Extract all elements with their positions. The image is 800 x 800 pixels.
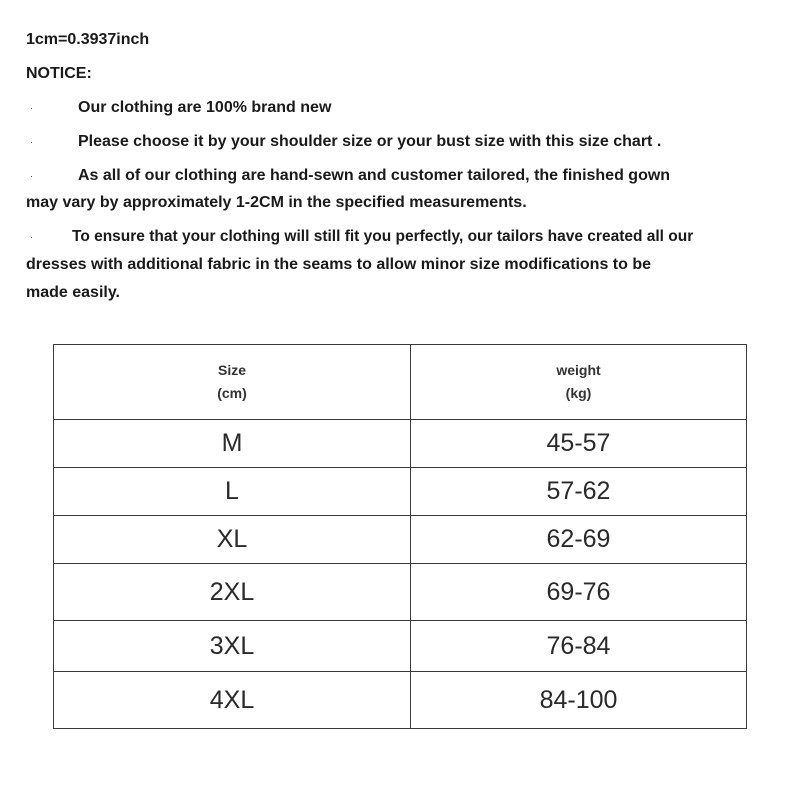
weight-column-header [411, 345, 747, 420]
table-row [54, 420, 747, 468]
size-cell: XL [54, 516, 411, 564]
size-cell: M [54, 420, 411, 468]
notice-item-fit-end: made easily. [26, 284, 120, 301]
size-cell: 4XL [54, 672, 411, 729]
table-row [54, 516, 747, 564]
bullet-icon: · [30, 103, 33, 113]
weight-cell: 84-100 [411, 672, 747, 729]
notice-item-handsewn-cont: may vary by approximately 1-2CM in the specified measurements. [26, 194, 527, 211]
size-column-header [54, 345, 411, 420]
bullet-icon: · [30, 171, 33, 181]
notice-item-fit-cont: dresses with additional fabric in the seams to allow minor size modifications to be [26, 256, 652, 273]
notice-item-choose: Please choose it by your shoulder size or your bust size with this size chart . [78, 133, 662, 150]
weight-cell: 62-69 [411, 516, 747, 564]
bullet-icon: · [30, 232, 33, 242]
weight-header-unit: (kg) [565, 385, 592, 401]
notice-item-new: Our clothing are 100% brand new [78, 99, 332, 116]
weight-cell: 57-62 [411, 468, 747, 516]
size-cell: 2XL [54, 564, 411, 621]
table-row [54, 621, 747, 672]
size-header-unit: (cm) [217, 385, 247, 401]
notice-item-handsewn: As all of our clothing are hand-sewn and customer tailored, the finished gown [78, 167, 671, 184]
bullet-icon: · [30, 137, 33, 147]
weight-cell: 45-57 [411, 420, 747, 468]
size-chart-table [53, 344, 747, 729]
table-header-row [54, 345, 747, 420]
size-cell: L [54, 468, 411, 516]
weight-cell: 76-84 [411, 621, 747, 672]
table-row [54, 468, 747, 516]
notice-item-fit: To ensure that your clothing will still fit you perfectly, our tailors have created all our [72, 228, 694, 245]
weight-header-label: weight [556, 362, 601, 378]
notice-heading: NOTICE: [26, 65, 92, 82]
unit-conversion: 1cm=0.3937inch [26, 31, 150, 48]
size-cell: 3XL [54, 621, 411, 672]
weight-cell: 69-76 [411, 564, 747, 621]
size-header-label: Size [217, 362, 246, 378]
table-row [54, 672, 747, 729]
table-row [54, 564, 747, 621]
